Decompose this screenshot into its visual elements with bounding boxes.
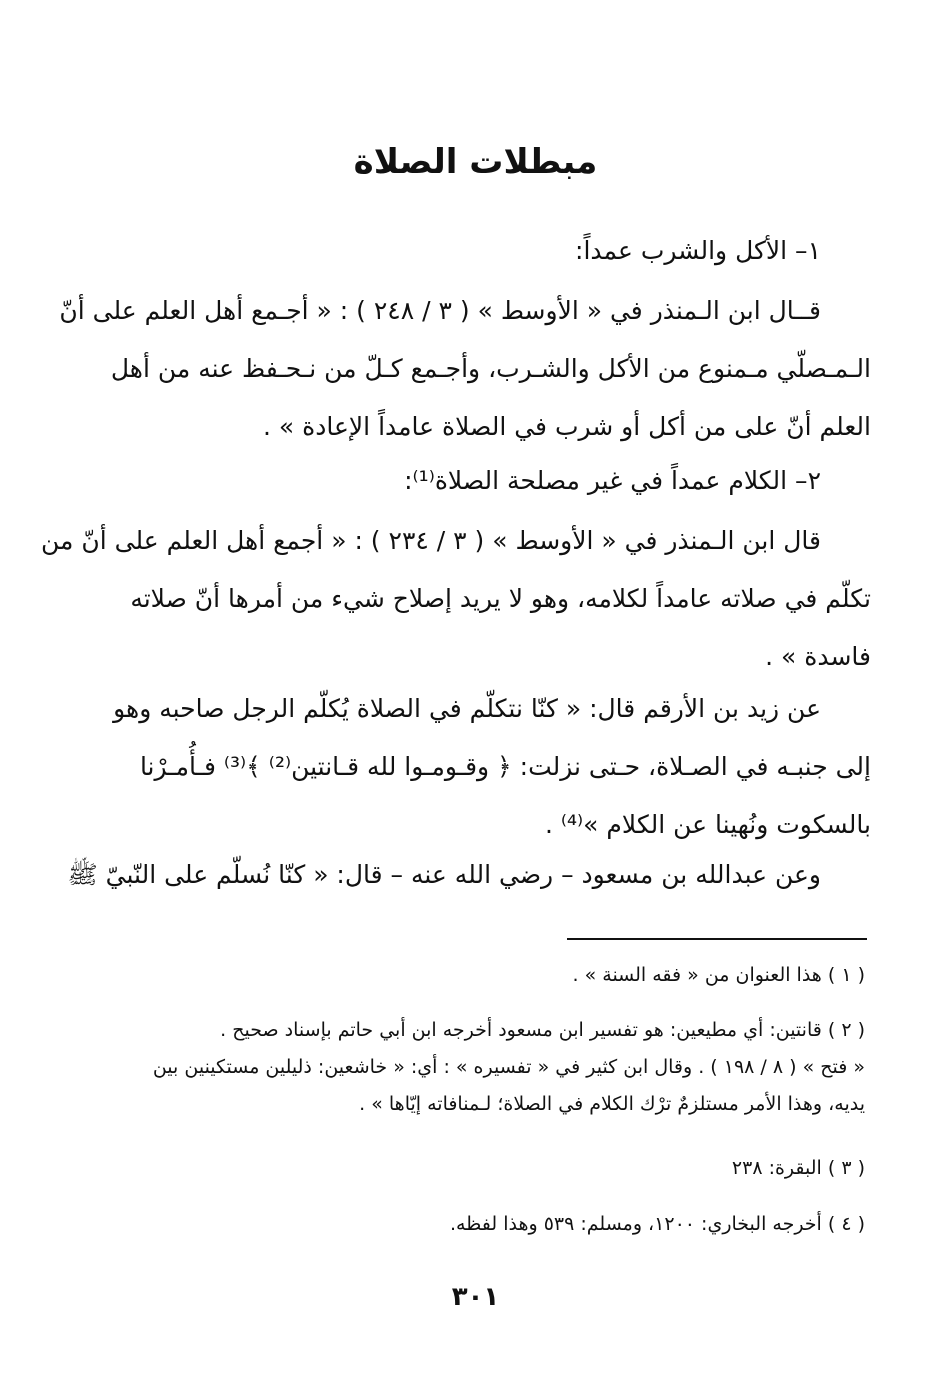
hadith-zaid-line-2: إلى جنبـه في الصـلاة، حـتى نزلت: ﴿ وقـومـوا لله قـانتين⁽²⁾ ﴾⁽³⁾ فـأُمـرْنا [139, 752, 871, 781]
section-2-line-3: فاسدة » . [765, 642, 871, 671]
footnote-divider [567, 938, 867, 940]
hadith-ibn-masud [67, 846, 871, 904]
footnote-2-line-3: يديه، وهذا الأمر مستلزمٌ ترْك الكلام في الصلاة؛ لـمنافاته إيّاها » . [359, 1093, 865, 1115]
section-1-heading: ١– الأكل والشرب عمداً: [575, 236, 821, 265]
hadith-zaid [81, 680, 871, 854]
section-2 [81, 452, 871, 510]
page-number: ٣٠١ [451, 1282, 500, 1312]
footnote-2-line-1: ( ٢ ) قانتين: أي مطيعين: هو تفسير ابن مسعود أخرجه ابن أبي حاتم بإسناد صحيح . [220, 1019, 865, 1041]
footnote-1: ( ١ ) هذا العنوان من « فقه السنة » . [572, 964, 865, 986]
hadith-zaid-line-3: بالسكوت ونُهينا عن الكلام »⁽⁴⁾ . [544, 810, 871, 839]
section-1-line-1: قــال ابن الـمنذر في « الأوسط » ( ٣ / ٢٤٨ ) : « أجـمع أهل العلم على أنّ [59, 296, 821, 325]
section-1-line-2: الـمـصلّي مـمنوع من الأكل والشـرب، وأجـمع كـلّ من نـحـفظ عنه من أهل [110, 354, 871, 383]
section-1 [81, 222, 871, 280]
footnote-3: ( ٣ ) البقرة: ٢٣٨ [731, 1157, 865, 1179]
hadith-ibn-masud-line: وعن عبدالله بن مسعود – رضي الله عنه – قال: « كنّا نُسلّم على النّبيّ ﷺ [67, 860, 821, 889]
hadith-zaid-line-1: عن زيد بن الأرقم قال: « كنّا نتكلّم في الصلاة يُكلّم الرجل صاحبه وهو [113, 694, 821, 723]
page-title: مبطلات الصلاة [353, 142, 598, 182]
footnote-4: ( ٤ ) أخرجه البخاري: ١٢٠٠، ومسلم: ٥٣٩ وهذا لفظه. [449, 1213, 865, 1235]
section-2-heading: ٢– الكلام عمداً في غير مصلحة الصلاة⁽¹⁾: [404, 466, 821, 495]
footnote-2-line-2: « فتح » ( ٨ / ١٩٨ ) . وقال ابن كثير في « تفسيره » : أي: « خاشعين: ذليلين مستكينين بين [152, 1056, 865, 1078]
section-1-line-3: العلم أنّ على من أكل أو شرب في الصلاة عامداً الإعادة » . [263, 412, 871, 441]
section-2-body [41, 512, 871, 686]
section-1-body [59, 282, 871, 456]
section-2-line-2: تكلّم في صلاته عامداً لكلامه، وهو لا يريد إصلاح شيء من أمرها أنّ صلاته [130, 584, 871, 613]
section-2-line-1: قال ابن الـمنذر في « الأوسط » ( ٣ / ٢٣٤ ) : « أجمع أهل العلم على أنّ من [41, 526, 821, 555]
